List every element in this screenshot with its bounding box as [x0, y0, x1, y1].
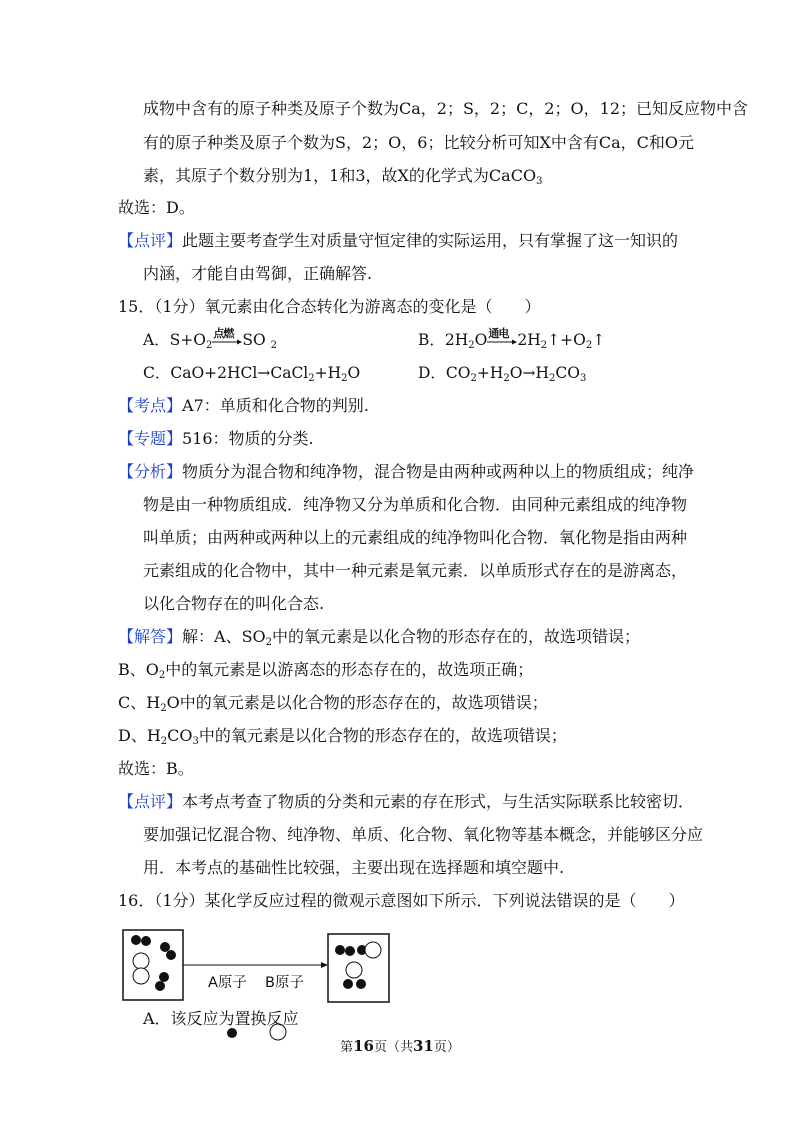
atom-a [159, 972, 169, 982]
atom-a [160, 942, 170, 952]
option-d: D．$CO_2+H_2O\to H_2CO_3$ [418, 364, 587, 384]
solution-line: B、$O_2$中的氧元素是以游离态的形态存在的，故选项正确； [118, 660, 534, 681]
analysis-line: 物是由一种物质组成．纯净物又分为单质和化合物．由同种元素组成的纯净物 [143, 495, 688, 514]
reaction-arrow: 通电 [487, 330, 517, 350]
reaction-arrow: 点燃 [212, 330, 242, 350]
atom-a [155, 981, 165, 991]
answer-line: 故选：B。 [118, 759, 194, 778]
option-a: A．该反应为置换反应 [143, 1009, 299, 1028]
kaodian-line: 【考点】A7：单质和化合物的判别. [118, 396, 369, 415]
reaction-arrow-head [321, 962, 328, 968]
atom-a [345, 946, 355, 956]
page-footer: 第16页（共31页） [340, 1037, 460, 1055]
analysis-line: 【分析】物质分为混合物和纯净物，混合物是由两种或两种以上的物质组成；纯净 [118, 462, 695, 481]
solution-line: C、$H_2O$中的氧元素是以化合物的形态存在的，故选项错误； [118, 693, 548, 714]
review-line: 内涵，才能自由驾御，正确解答. [143, 264, 373, 283]
atom-a [335, 945, 345, 955]
review-tag: 【点评】 [118, 231, 183, 250]
question-stem: 15．（1分）氧元素由化合态转化为游离态的变化是（ ） [118, 297, 541, 316]
page-total: 31 [413, 1037, 434, 1055]
review-line: 用．本考点的基础性比较强，主要出现在选择题和填空题中. [143, 858, 565, 877]
solution-line: 【解答】解：A、$SO_2$中的氧元素是以化合物的形态存在的，故选项错误； [118, 627, 641, 648]
option-a: A．$S+O_2$ 点燃 SO $_2$ [143, 327, 278, 351]
option-b: B．$2H_2O$ 通电 $2H_2↑+O_2↑$ [418, 327, 606, 351]
para-line: 素，其原子个数分别为1，1和3，故X的化学式为CaCO$_3$ [143, 166, 543, 187]
zhuanti-line: 【专题】516：物质的分类. [118, 429, 314, 448]
legend-a-label: A原子 [208, 975, 247, 991]
answer-line: 故选：D。 [118, 198, 195, 217]
review-line: 【点评】本考点考查了物质的分类和元素的存在形式，与生活实际联系比较密切． [118, 792, 695, 811]
atom-a [166, 950, 176, 960]
solution-line: D、$H_2CO_3$中的氧元素是以化合物的形态存在的，故选项错误； [118, 726, 567, 747]
para-line: 成物中含有的原子种类及原子个数为Ca，2；S，2；C，2；O，12；已知反应物中含 [143, 99, 749, 118]
atom-a [131, 935, 141, 945]
atom-a [141, 936, 151, 946]
atom-b [133, 968, 149, 984]
review-line: 要加强记忆混合物、纯净物、单质、化合物、氧化物等基本概念，并能够区分应 [143, 825, 704, 844]
page-number: 16 [353, 1037, 374, 1055]
analysis-line: 叫单质；由两种或两种以上的元素组成的纯净物叫化合物．氧化物是指由两种 [143, 528, 688, 547]
para-line: 有的原子种类及原子个数为S，2；O，6；比较分析可知X中含有Ca，C和O元 [143, 133, 694, 152]
atom-a [343, 979, 353, 989]
analysis-line: 元素组成的化合物中，其中一种元素是氧元素．以单质形式存在的是游离态， [143, 561, 688, 580]
option-c: C．$CaO+2HCl\to CaCl_2+H_2O$ [143, 364, 361, 384]
atom-b [346, 962, 362, 978]
legend-b-label: B原子 [265, 975, 304, 991]
review-line: 【点评】此题主要考查学生对质量守恒定律的实际运用，只有掌握了这一知识的 [118, 231, 679, 250]
atom-b [365, 942, 381, 958]
atom-a [356, 979, 366, 989]
question-stem: 16．（1分）某化学反应过程的微观示意图如下所示．下列说法错误的是（ ） [118, 891, 685, 910]
analysis-line: 以化合物存在的叫化合态. [143, 594, 325, 613]
atom-b [133, 953, 149, 969]
